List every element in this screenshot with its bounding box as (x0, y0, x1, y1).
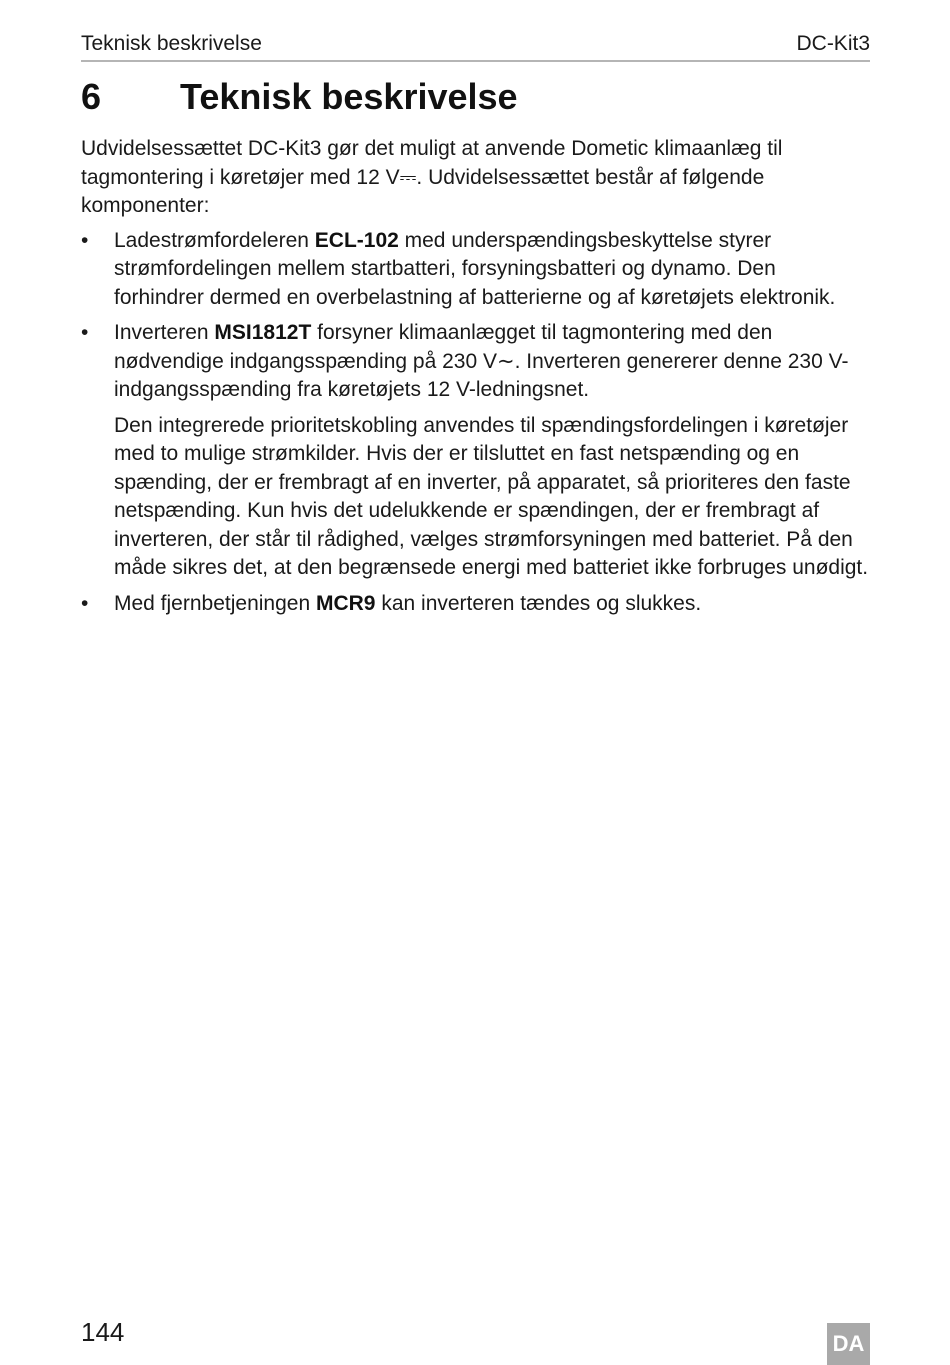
list-item-text-pre: Med fjernbetjeningen (114, 591, 316, 615)
bullet-icon: • (81, 321, 89, 344)
list-item-text-post: kan inverteren tændes og slukkes. (375, 591, 702, 615)
dc-voltage-icon: ⎓ (399, 165, 417, 189)
list-item-text-post: forsyner klimaanlægget til tagmontering med den nødvendige indgangsspænding på 230 V (114, 321, 773, 373)
language-badge: DA (827, 1323, 870, 1365)
list-item-text-post: med underspændingsbeskyttelse styrer strømfordelingen mellem startbatteri, forsyningsbatteri og dynamo. Den forhindrer dermed en overbelastning af batterierne og af køretøjets elektronik. (114, 228, 836, 309)
priority-switch-paragraph: Den integrerede prioritetskobling anvendes til spændingsfordelingen i køretøjer med to mulige strømkilder. Hvis der er tilsluttet en fast netspænding og en spænding, der er frembragt af en inverter, på apparatet, så prioriteres den faste netspænding. Kun hvis det udelukkende er spændingen, der er frembragt af inverteren, der står til rådighed, vælges strømforsyningen med batteriet. På den måde sikres det, at den begrænsede energi med batteriet ikke forbruges unødigt. (114, 413, 869, 579)
bullet-icon: • (81, 228, 89, 252)
ac-voltage-icon: ∼ (496, 349, 515, 373)
bullet-icon: • (81, 591, 89, 615)
list-item-ecl102 (81, 227, 870, 313)
list-item-text-pre: Ladestrømfordeleren (114, 228, 315, 252)
page-header (81, 30, 870, 62)
chapter-number: 6 (81, 76, 102, 117)
intro-text-part2: . Udvidelsessættet består af følgende komponenter: (81, 165, 765, 217)
page-number: 144 (81, 1317, 125, 1347)
body-content (81, 135, 870, 625)
intro-paragraph (81, 135, 870, 221)
list-item-text-post2: . Inverteren genererer denne 230 V-indgangsspænding fra køretøjets 12 V-ledningsnet. (114, 349, 849, 401)
product-name-msi1812t: MSI1812T (214, 321, 312, 344)
header-product-name: DC-Kit3 (796, 32, 870, 55)
header-section-title: Teknisk beskrivelse (81, 32, 262, 55)
list-item-text-pre: Inverteren (114, 321, 215, 344)
intro-text-part1: Udvidelsessættet DC-Kit3 gør det muligt at anvende Dometic klimaanlæg til tagmontering i køretøjer med 12 V (81, 137, 783, 189)
product-name-mcr9: MCR9 (315, 591, 376, 615)
product-name-ecl102: ECL-102 (314, 228, 399, 252)
component-list (81, 227, 870, 619)
list-item-msi1812t (81, 319, 870, 583)
list-item-mcr9 (81, 590, 870, 619)
chapter-title: Teknisk beskrivelse (180, 76, 518, 117)
